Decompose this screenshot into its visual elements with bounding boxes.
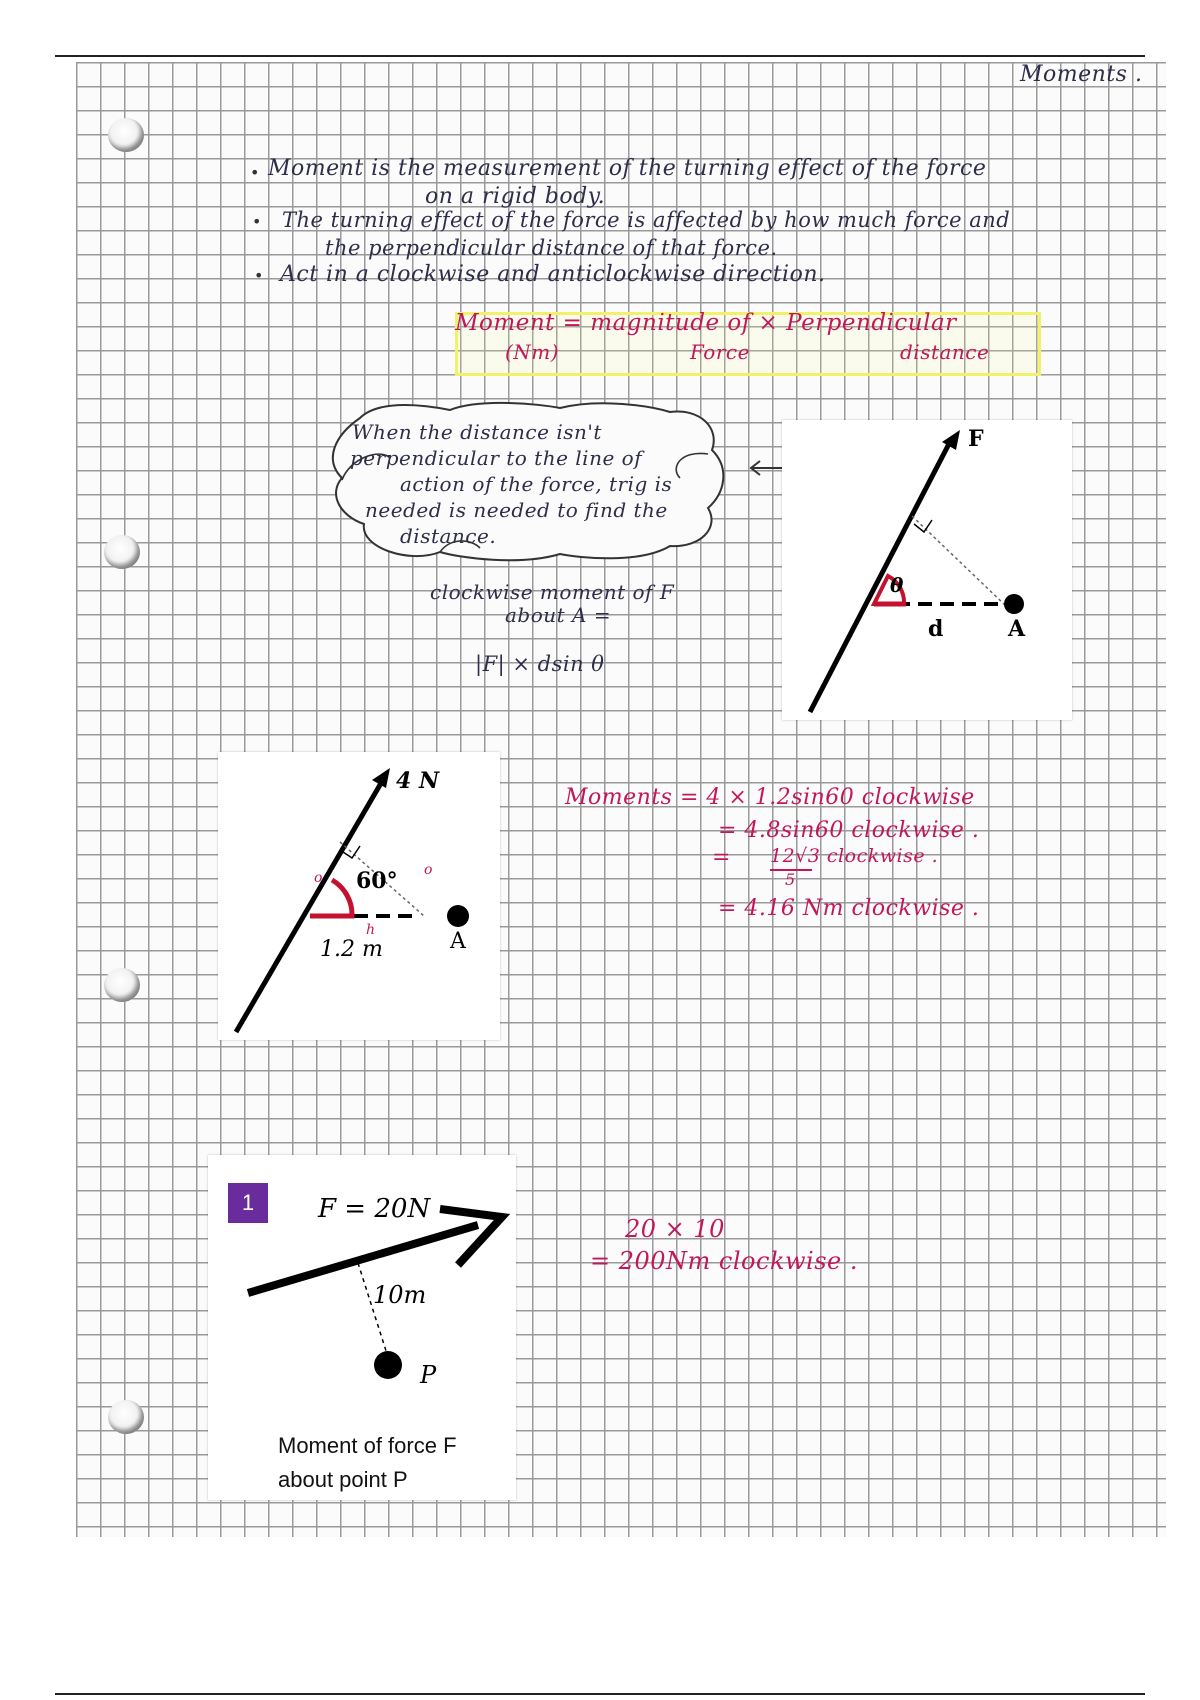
- force-line: [810, 438, 952, 712]
- distance-label: 1.2 m: [320, 937, 383, 962]
- note-line-5: Act in a clockwise and anticlockwise direction.: [280, 262, 826, 287]
- clockwise-line-2: about A =: [505, 603, 612, 627]
- mark-o-2: o: [424, 862, 433, 878]
- formula-unit: (Nm): [505, 340, 560, 364]
- cloud-line-5: distance.: [400, 524, 497, 548]
- cloud-line-4: needed is needed to find the: [365, 498, 668, 522]
- worked2-line-2: = 200Nm clockwise .: [590, 1247, 858, 1275]
- bottom-rule: [55, 1693, 1145, 1695]
- cloud-line-1: When the distance isn't: [352, 420, 602, 444]
- mark-h: h: [366, 922, 376, 938]
- bullet-dot: •: [252, 212, 262, 231]
- diagram-example-moment: [218, 752, 500, 1040]
- point-p: [374, 1351, 402, 1379]
- force-line: [236, 778, 384, 1032]
- point-label: P: [420, 1361, 437, 1389]
- punch-hole: [104, 968, 140, 1002]
- note-line-3: The turning effect of the force is affected by how much force and: [282, 208, 1011, 232]
- page-title: Moments .: [1020, 62, 1143, 87]
- bullet-dot: •: [250, 163, 260, 182]
- angle-label: 60°: [356, 868, 398, 894]
- force-label: F = 20N: [318, 1194, 431, 1224]
- punch-hole: [108, 1400, 144, 1434]
- force-line: [248, 1225, 478, 1293]
- distance-label: d: [928, 616, 944, 642]
- point-label: A: [1008, 616, 1026, 642]
- angle-label: θ: [890, 573, 904, 597]
- punch-hole: [108, 118, 144, 152]
- caption-line-1: Moment of force F: [278, 1433, 457, 1458]
- distance-label: 10m: [373, 1281, 427, 1309]
- note-line-4: the perpendicular distance of that force.: [325, 236, 778, 260]
- formula-distance: distance: [900, 340, 990, 364]
- force-arrowhead: [372, 768, 390, 788]
- bullet-dot: •: [254, 266, 264, 285]
- cloud-line-2: perpendicular to the line of: [350, 446, 643, 470]
- clockwise-line-1: clockwise moment of F: [430, 580, 675, 604]
- point-a: [1004, 594, 1024, 614]
- formula-force: Force: [690, 340, 750, 364]
- top-rule: [55, 55, 1145, 57]
- worked1-line-1: Moments = 4 × 1.2sin60 clockwise: [565, 785, 975, 810]
- worked2-line-1: 20 × 10: [625, 1215, 725, 1243]
- note-line-2: on a rigid body.: [425, 184, 606, 209]
- force-label: F: [968, 426, 984, 452]
- worked1-line-4: 5: [785, 870, 796, 889]
- point-label: A: [450, 929, 466, 954]
- caption-line-2: about point P: [278, 1467, 408, 1492]
- worked1-equals: =: [712, 845, 731, 870]
- perpendicular-line: [358, 1263, 388, 1357]
- clockwise-line-3: |F| × dsin θ: [475, 652, 605, 676]
- question-number-badge: 1: [228, 1183, 268, 1223]
- worked1-line-3: 12√3 clockwise .: [770, 845, 939, 867]
- punch-hole: [104, 535, 140, 569]
- diagram-general-moment: [782, 420, 1072, 720]
- worked1-line-5: = 4.16 Nm clockwise .: [718, 896, 980, 921]
- point-a: [447, 905, 469, 927]
- mark-o: o: [314, 870, 323, 886]
- formula-line-1: Moment = magnitude of × Perpendicular: [455, 310, 957, 336]
- note-line-1: Moment is the measurement of the turning effect of the force: [268, 156, 987, 181]
- worked1-line-2: = 4.8sin60 clockwise .: [718, 818, 980, 843]
- cloud-line-3: action of the force, trig is: [400, 472, 673, 496]
- force-label: 4 N: [396, 768, 440, 794]
- diagram-question-1: [208, 1155, 516, 1500]
